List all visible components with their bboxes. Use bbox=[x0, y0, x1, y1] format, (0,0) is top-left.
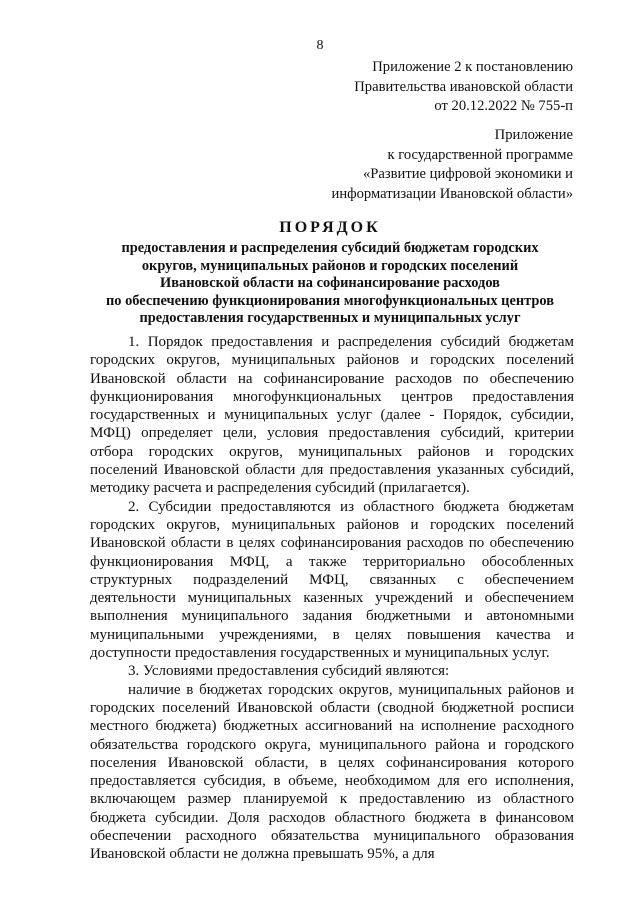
appendix-block bbox=[332, 126, 573, 204]
document-body bbox=[90, 333, 574, 864]
appendix-line: Приложение bbox=[494, 127, 573, 143]
title-line: округов, муниципальных районов и городских поселений bbox=[141, 257, 519, 274]
approval-line: Правительства ивановской области bbox=[354, 78, 573, 95]
approval-block bbox=[354, 58, 573, 117]
paragraph: 3. Условиями предоставления субсидий являются: bbox=[128, 663, 450, 680]
title-line: Ивановской области на софинансирование расходов bbox=[160, 275, 500, 291]
page-number: 8 bbox=[316, 38, 324, 53]
title-heading: ПОРЯДОК bbox=[279, 219, 381, 236]
approval-line: Приложение 2 к постановлению bbox=[372, 59, 573, 75]
document-title bbox=[80, 218, 580, 328]
title-line: предоставления государственных и муниципальных услуг bbox=[139, 310, 521, 326]
paragraph: наличие в бюджетах городских округов, муниципальных районов и городских поселений Ивановской области (сводной бюджетной росписи местного бюджета) бюджетных ассигнований на исполнение расходного обязательства городского округа, муниципального района и городского поселения Ивановской области, в целях софинансирования которого предоставляется субсидия, в объеме, необходимом для его исполнения, включающем размер планируемой к предоставлению из областного бюджета субсидии. Доля расходов областного бюджета в финансовом обеспечении расходного обязательства муниципального образования Ивановской области не должна превышать 95%, а для bbox=[90, 681, 574, 863]
title-line: предоставления и распределения субсидий бюджетам городских bbox=[121, 240, 539, 256]
appendix-line: информатизации Ивановской области» bbox=[331, 185, 573, 202]
approval-line: от 20.12.2022 № 755-п bbox=[434, 98, 573, 114]
appendix-line: к государственной программе bbox=[387, 146, 573, 163]
paragraph: 2. Субсидии предоставляются из областного бюджета бюджетам городских округов, муниципальных районов и городских поселений Ивановской области в целях софинансирования расходов по обеспечению функционирования МФЦ, а также территориально обособленных структурных подразделений МФЦ, связанных с обеспечением деятельности муниципальных казенных учреждений и обеспечением выполнения муниципального задания бюджетными и автономными муниципальными учреждениями, в целях повышения качества и доступности предоставления государственных и муниципальных услуг. bbox=[90, 498, 574, 662]
appendix-line: «Развитие цифровой экономики и bbox=[362, 166, 573, 182]
paragraph: 1. Порядок предоставления и распределения субсидий бюджетам городских округов, муниципальных районов и городских поселений Ивановской области на софинансирование расходов по обеспечению функционирования многофункциональных центров предоставления государственных и муниципальных услуг (далее - Порядок, субсидии, МФЦ) определяет цели, условия предоставления субсидий, критерии отбора городских округов, муниципальных районов и городских поселений Ивановской области для предоставления указанных субсидий, методику расчета и распределения субсидий (прилагается). bbox=[90, 334, 574, 497]
title-line: по обеспечению функционирования многофункциональных центров bbox=[105, 292, 554, 309]
